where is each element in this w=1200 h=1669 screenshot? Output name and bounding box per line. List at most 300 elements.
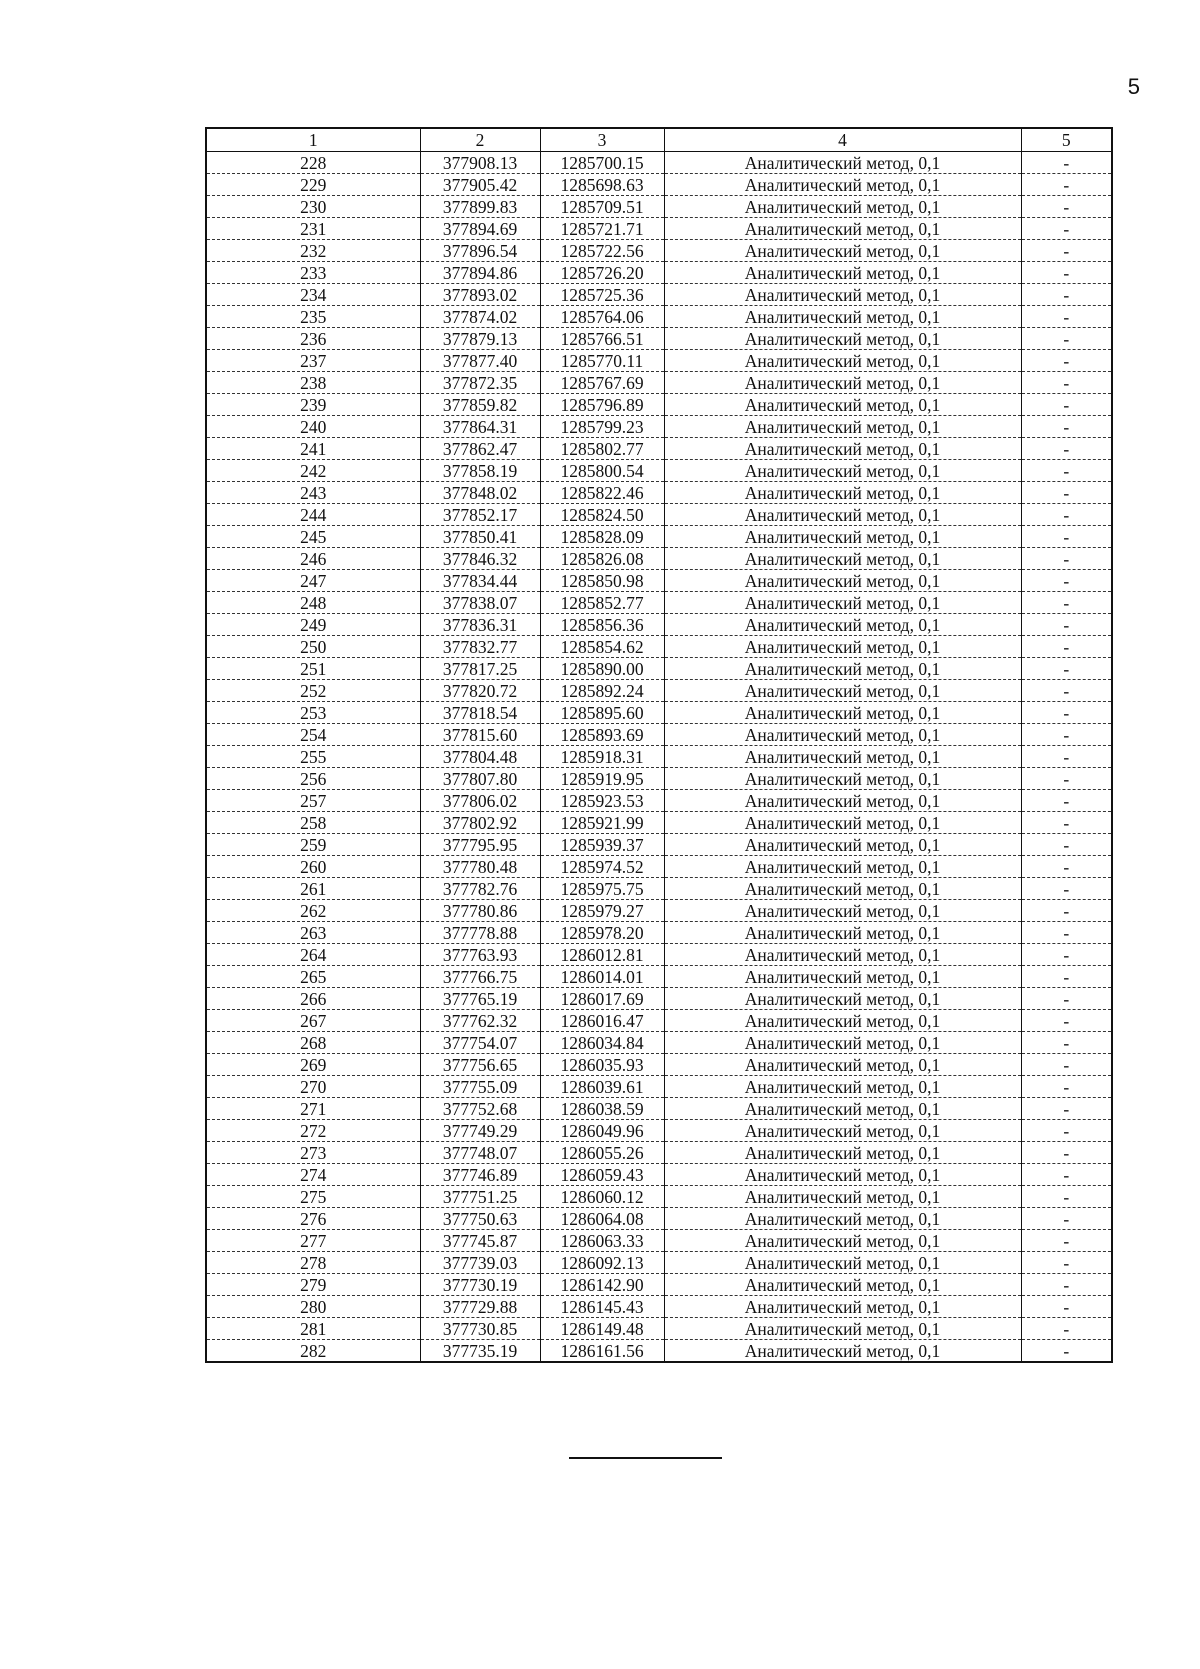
point-number-cell: 273: [206, 1142, 420, 1164]
note-cell: -: [1021, 944, 1112, 966]
method-cell: Аналитический метод, 0,1: [664, 702, 1021, 724]
x-coordinate-cell: 377804.48: [420, 746, 540, 768]
y-coordinate-cell: 1285822.46: [540, 482, 664, 504]
x-coordinate-cell: 377730.85: [420, 1318, 540, 1340]
table-row: [206, 196, 1112, 218]
table-row: [206, 1208, 1112, 1230]
x-coordinate-cell: 377778.88: [420, 922, 540, 944]
y-coordinate-cell: 1286017.69: [540, 988, 664, 1010]
method-cell: Аналитический метод, 0,1: [664, 1032, 1021, 1054]
method-cell: Аналитический метод, 0,1: [664, 372, 1021, 394]
table-row: [206, 768, 1112, 790]
method-cell: Аналитический метод, 0,1: [664, 328, 1021, 350]
point-number-cell: 258: [206, 812, 420, 834]
point-number-cell: 248: [206, 592, 420, 614]
point-number-cell: 256: [206, 768, 420, 790]
table-row: [206, 218, 1112, 240]
y-coordinate-cell: 1286149.48: [540, 1318, 664, 1340]
x-coordinate-cell: 377859.82: [420, 394, 540, 416]
point-number-cell: 280: [206, 1296, 420, 1318]
y-coordinate-cell: 1285854.62: [540, 636, 664, 658]
method-cell: Аналитический метод, 0,1: [664, 658, 1021, 680]
note-cell: -: [1021, 834, 1112, 856]
y-coordinate-cell: 1285974.52: [540, 856, 664, 878]
y-coordinate-cell: 1285726.20: [540, 262, 664, 284]
table-header-row: [206, 128, 1112, 152]
x-coordinate-cell: 377795.95: [420, 834, 540, 856]
x-coordinate-cell: 377846.32: [420, 548, 540, 570]
point-number-cell: 279: [206, 1274, 420, 1296]
note-cell: -: [1021, 152, 1112, 174]
x-coordinate-cell: 377872.35: [420, 372, 540, 394]
table-row: [206, 636, 1112, 658]
x-coordinate-cell: 377780.86: [420, 900, 540, 922]
table-row: [206, 548, 1112, 570]
table-row: [206, 350, 1112, 372]
note-cell: -: [1021, 1120, 1112, 1142]
point-number-cell: 240: [206, 416, 420, 438]
point-number-cell: 271: [206, 1098, 420, 1120]
x-coordinate-cell: 377862.47: [420, 438, 540, 460]
method-cell: Аналитический метод, 0,1: [664, 878, 1021, 900]
y-coordinate-cell: 1285721.71: [540, 218, 664, 240]
y-coordinate-cell: 1286039.61: [540, 1076, 664, 1098]
x-coordinate-cell: 377820.72: [420, 680, 540, 702]
point-number-cell: 247: [206, 570, 420, 592]
point-number-cell: 230: [206, 196, 420, 218]
note-cell: -: [1021, 262, 1112, 284]
note-cell: -: [1021, 1318, 1112, 1340]
x-coordinate-cell: 377838.07: [420, 592, 540, 614]
note-cell: -: [1021, 1164, 1112, 1186]
table-row: [206, 812, 1112, 834]
y-coordinate-cell: 1285725.36: [540, 284, 664, 306]
table-row: [206, 1274, 1112, 1296]
x-coordinate-cell: 377735.19: [420, 1340, 540, 1363]
note-cell: -: [1021, 372, 1112, 394]
table-row: [206, 152, 1112, 174]
table-row: [206, 900, 1112, 922]
table-row: [206, 1120, 1112, 1142]
method-cell: Аналитический метод, 0,1: [664, 614, 1021, 636]
method-cell: Аналитический метод, 0,1: [664, 1098, 1021, 1120]
method-cell: Аналитический метод, 0,1: [664, 1340, 1021, 1363]
point-number-cell: 245: [206, 526, 420, 548]
note-cell: -: [1021, 1186, 1112, 1208]
y-coordinate-cell: 1285796.89: [540, 394, 664, 416]
table-row: [206, 966, 1112, 988]
x-coordinate-cell: 377905.42: [420, 174, 540, 196]
table-row: [206, 306, 1112, 328]
note-cell: -: [1021, 856, 1112, 878]
note-cell: -: [1021, 1274, 1112, 1296]
y-coordinate-cell: 1286016.47: [540, 1010, 664, 1032]
point-number-cell: 282: [206, 1340, 420, 1363]
note-cell: -: [1021, 526, 1112, 548]
point-number-cell: 272: [206, 1120, 420, 1142]
point-number-cell: 236: [206, 328, 420, 350]
x-coordinate-cell: 377818.54: [420, 702, 540, 724]
point-number-cell: 232: [206, 240, 420, 262]
point-number-cell: 249: [206, 614, 420, 636]
table-row: [206, 724, 1112, 746]
header-x-coordinate: 2: [420, 128, 540, 152]
x-coordinate-cell: 377729.88: [420, 1296, 540, 1318]
method-cell: Аналитический метод, 0,1: [664, 768, 1021, 790]
table-row: [206, 922, 1112, 944]
y-coordinate-cell: 1285918.31: [540, 746, 664, 768]
y-coordinate-cell: 1286145.43: [540, 1296, 664, 1318]
method-cell: Аналитический метод, 0,1: [664, 856, 1021, 878]
table-row: [206, 1032, 1112, 1054]
y-coordinate-cell: 1285852.77: [540, 592, 664, 614]
y-coordinate-cell: 1285722.56: [540, 240, 664, 262]
y-coordinate-cell: 1285919.95: [540, 768, 664, 790]
point-number-cell: 276: [206, 1208, 420, 1230]
x-coordinate-cell: 377834.44: [420, 570, 540, 592]
y-coordinate-cell: 1286142.90: [540, 1274, 664, 1296]
method-cell: Аналитический метод, 0,1: [664, 966, 1021, 988]
x-coordinate-cell: 377852.17: [420, 504, 540, 526]
note-cell: -: [1021, 812, 1112, 834]
point-number-cell: 255: [206, 746, 420, 768]
table-row: [206, 1098, 1112, 1120]
y-coordinate-cell: 1285826.08: [540, 548, 664, 570]
table-row: [206, 1054, 1112, 1076]
note-cell: -: [1021, 460, 1112, 482]
y-coordinate-cell: 1285766.51: [540, 328, 664, 350]
table-row: [206, 460, 1112, 482]
x-coordinate-cell: 377755.09: [420, 1076, 540, 1098]
y-coordinate-cell: 1285850.98: [540, 570, 664, 592]
point-number-cell: 270: [206, 1076, 420, 1098]
point-number-cell: 254: [206, 724, 420, 746]
note-cell: -: [1021, 174, 1112, 196]
y-coordinate-cell: 1285709.51: [540, 196, 664, 218]
method-cell: Аналитический метод, 0,1: [664, 174, 1021, 196]
x-coordinate-cell: 377752.68: [420, 1098, 540, 1120]
note-cell: -: [1021, 1252, 1112, 1274]
y-coordinate-cell: 1286059.43: [540, 1164, 664, 1186]
method-cell: Аналитический метод, 0,1: [664, 834, 1021, 856]
method-cell: Аналитический метод, 0,1: [664, 570, 1021, 592]
x-coordinate-cell: 377745.87: [420, 1230, 540, 1252]
note-cell: -: [1021, 284, 1112, 306]
header-point-number: 1: [206, 128, 420, 152]
method-cell: Аналитический метод, 0,1: [664, 1120, 1021, 1142]
x-coordinate-cell: 377763.93: [420, 944, 540, 966]
table-row: [206, 1340, 1112, 1363]
table-row: [206, 944, 1112, 966]
point-number-cell: 237: [206, 350, 420, 372]
table-row: [206, 1230, 1112, 1252]
method-cell: Аналитический метод, 0,1: [664, 1208, 1021, 1230]
point-number-cell: 252: [206, 680, 420, 702]
method-cell: Аналитический метод, 0,1: [664, 416, 1021, 438]
x-coordinate-cell: 377899.83: [420, 196, 540, 218]
point-number-cell: 261: [206, 878, 420, 900]
method-cell: Аналитический метод, 0,1: [664, 1230, 1021, 1252]
x-coordinate-cell: 377894.69: [420, 218, 540, 240]
y-coordinate-cell: 1285800.54: [540, 460, 664, 482]
y-coordinate-cell: 1286035.93: [540, 1054, 664, 1076]
method-cell: Аналитический метод, 0,1: [664, 306, 1021, 328]
point-number-cell: 267: [206, 1010, 420, 1032]
table-row: [206, 834, 1112, 856]
x-coordinate-cell: 377780.48: [420, 856, 540, 878]
point-number-cell: 241: [206, 438, 420, 460]
x-coordinate-cell: 377749.29: [420, 1120, 540, 1142]
table-row: [206, 680, 1112, 702]
table-body: [206, 152, 1112, 1363]
x-coordinate-cell: 377782.76: [420, 878, 540, 900]
note-cell: -: [1021, 724, 1112, 746]
note-cell: -: [1021, 768, 1112, 790]
x-coordinate-cell: 377739.03: [420, 1252, 540, 1274]
method-cell: Аналитический метод, 0,1: [664, 1054, 1021, 1076]
x-coordinate-cell: 377850.41: [420, 526, 540, 548]
point-number-cell: 259: [206, 834, 420, 856]
method-cell: Аналитический метод, 0,1: [664, 636, 1021, 658]
y-coordinate-cell: 1285856.36: [540, 614, 664, 636]
method-cell: Аналитический метод, 0,1: [664, 1076, 1021, 1098]
table-row: [206, 262, 1112, 284]
note-cell: -: [1021, 1098, 1112, 1120]
y-coordinate-cell: 1285921.99: [540, 812, 664, 834]
method-cell: Аналитический метод, 0,1: [664, 504, 1021, 526]
point-number-cell: 257: [206, 790, 420, 812]
x-coordinate-cell: 377836.31: [420, 614, 540, 636]
table-row: [206, 482, 1112, 504]
method-cell: Аналитический метод, 0,1: [664, 1186, 1021, 1208]
note-cell: -: [1021, 196, 1112, 218]
x-coordinate-cell: 377817.25: [420, 658, 540, 680]
note-cell: -: [1021, 1296, 1112, 1318]
note-cell: -: [1021, 900, 1112, 922]
x-coordinate-cell: 377807.80: [420, 768, 540, 790]
y-coordinate-cell: 1285892.24: [540, 680, 664, 702]
y-coordinate-cell: 1286161.56: [540, 1340, 664, 1363]
table-row: [206, 1318, 1112, 1340]
note-cell: -: [1021, 218, 1112, 240]
page-number: 5: [1127, 74, 1140, 99]
method-cell: Аналитический метод, 0,1: [664, 284, 1021, 306]
method-cell: Аналитический метод, 0,1: [664, 196, 1021, 218]
note-cell: -: [1021, 1340, 1112, 1363]
table-row: [206, 614, 1112, 636]
table-row: [206, 1076, 1112, 1098]
table-row: [206, 372, 1112, 394]
table-row: [206, 856, 1112, 878]
table-row: [206, 790, 1112, 812]
table-row: [206, 1296, 1112, 1318]
x-coordinate-cell: 377756.65: [420, 1054, 540, 1076]
x-coordinate-cell: 377893.02: [420, 284, 540, 306]
x-coordinate-cell: 377748.07: [420, 1142, 540, 1164]
note-cell: -: [1021, 1010, 1112, 1032]
y-coordinate-cell: 1286049.96: [540, 1120, 664, 1142]
table-row: [206, 1186, 1112, 1208]
method-cell: Аналитический метод, 0,1: [664, 944, 1021, 966]
x-coordinate-cell: 377864.31: [420, 416, 540, 438]
method-cell: Аналитический метод, 0,1: [664, 460, 1021, 482]
table-row: [206, 570, 1112, 592]
x-coordinate-cell: 377858.19: [420, 460, 540, 482]
x-coordinate-cell: 377766.75: [420, 966, 540, 988]
note-cell: -: [1021, 658, 1112, 680]
point-number-cell: 253: [206, 702, 420, 724]
method-cell: Аналитический метод, 0,1: [664, 262, 1021, 284]
point-number-cell: 243: [206, 482, 420, 504]
x-coordinate-cell: 377894.86: [420, 262, 540, 284]
note-cell: -: [1021, 878, 1112, 900]
point-number-cell: 246: [206, 548, 420, 570]
point-number-cell: 235: [206, 306, 420, 328]
x-coordinate-cell: 377802.92: [420, 812, 540, 834]
method-cell: Аналитический метод, 0,1: [664, 680, 1021, 702]
end-of-table-rule: [569, 1457, 722, 1459]
method-cell: Аналитический метод, 0,1: [664, 548, 1021, 570]
table-row: [206, 240, 1112, 262]
x-coordinate-cell: 377815.60: [420, 724, 540, 746]
table-row: [206, 284, 1112, 306]
note-cell: -: [1021, 922, 1112, 944]
y-coordinate-cell: 1285893.69: [540, 724, 664, 746]
method-cell: Аналитический метод, 0,1: [664, 1142, 1021, 1164]
y-coordinate-cell: 1286092.13: [540, 1252, 664, 1274]
method-cell: Аналитический метод, 0,1: [664, 526, 1021, 548]
method-cell: Аналитический метод, 0,1: [664, 922, 1021, 944]
y-coordinate-cell: 1286060.12: [540, 1186, 664, 1208]
x-coordinate-cell: 377848.02: [420, 482, 540, 504]
method-cell: Аналитический метод, 0,1: [664, 438, 1021, 460]
note-cell: -: [1021, 306, 1112, 328]
table-row: [206, 658, 1112, 680]
table-row: [206, 1010, 1112, 1032]
header-y-coordinate: 3: [540, 128, 664, 152]
note-cell: -: [1021, 966, 1112, 988]
point-number-cell: 262: [206, 900, 420, 922]
x-coordinate-cell: 377750.63: [420, 1208, 540, 1230]
y-coordinate-cell: 1285890.00: [540, 658, 664, 680]
method-cell: Аналитический метод, 0,1: [664, 812, 1021, 834]
method-cell: Аналитический метод, 0,1: [664, 1252, 1021, 1274]
x-coordinate-cell: 377832.77: [420, 636, 540, 658]
y-coordinate-cell: 1286014.01: [540, 966, 664, 988]
note-cell: -: [1021, 350, 1112, 372]
method-cell: Аналитический метод, 0,1: [664, 350, 1021, 372]
note-cell: -: [1021, 548, 1112, 570]
point-number-cell: 250: [206, 636, 420, 658]
y-coordinate-cell: 1285698.63: [540, 174, 664, 196]
y-coordinate-cell: 1285923.53: [540, 790, 664, 812]
point-number-cell: 244: [206, 504, 420, 526]
point-number-cell: 228: [206, 152, 420, 174]
y-coordinate-cell: 1285939.37: [540, 834, 664, 856]
x-coordinate-cell: 377765.19: [420, 988, 540, 1010]
note-cell: -: [1021, 746, 1112, 768]
point-number-cell: 278: [206, 1252, 420, 1274]
method-cell: Аналитический метод, 0,1: [664, 900, 1021, 922]
note-cell: -: [1021, 240, 1112, 262]
note-cell: -: [1021, 570, 1112, 592]
point-number-cell: 242: [206, 460, 420, 482]
note-cell: -: [1021, 988, 1112, 1010]
y-coordinate-cell: 1286038.59: [540, 1098, 664, 1120]
table-row: [206, 504, 1112, 526]
y-coordinate-cell: 1285978.20: [540, 922, 664, 944]
y-coordinate-cell: 1286055.26: [540, 1142, 664, 1164]
note-cell: -: [1021, 1054, 1112, 1076]
y-coordinate-cell: 1285764.06: [540, 306, 664, 328]
point-number-cell: 266: [206, 988, 420, 1010]
note-cell: -: [1021, 438, 1112, 460]
y-coordinate-cell: 1285700.15: [540, 152, 664, 174]
x-coordinate-cell: 377879.13: [420, 328, 540, 350]
method-cell: Аналитический метод, 0,1: [664, 1318, 1021, 1340]
method-cell: Аналитический метод, 0,1: [664, 724, 1021, 746]
note-cell: -: [1021, 1208, 1112, 1230]
method-cell: Аналитический метод, 0,1: [664, 482, 1021, 504]
note-cell: -: [1021, 328, 1112, 350]
method-cell: Аналитический метод, 0,1: [664, 988, 1021, 1010]
point-number-cell: 269: [206, 1054, 420, 1076]
y-coordinate-cell: 1286012.81: [540, 944, 664, 966]
note-cell: -: [1021, 636, 1112, 658]
y-coordinate-cell: 1285770.11: [540, 350, 664, 372]
point-number-cell: 238: [206, 372, 420, 394]
note-cell: -: [1021, 416, 1112, 438]
point-number-cell: 277: [206, 1230, 420, 1252]
y-coordinate-cell: 1285767.69: [540, 372, 664, 394]
x-coordinate-cell: 377762.32: [420, 1010, 540, 1032]
point-number-cell: 263: [206, 922, 420, 944]
method-cell: Аналитический метод, 0,1: [664, 592, 1021, 614]
table-row: [206, 1142, 1112, 1164]
note-cell: -: [1021, 592, 1112, 614]
y-coordinate-cell: 1285975.75: [540, 878, 664, 900]
x-coordinate-cell: 377896.54: [420, 240, 540, 262]
method-cell: Аналитический метод, 0,1: [664, 1010, 1021, 1032]
note-cell: -: [1021, 394, 1112, 416]
table-row: [206, 1252, 1112, 1274]
point-number-cell: 231: [206, 218, 420, 240]
point-number-cell: 260: [206, 856, 420, 878]
point-number-cell: 274: [206, 1164, 420, 1186]
header-note: 5: [1021, 128, 1112, 152]
method-cell: Аналитический метод, 0,1: [664, 790, 1021, 812]
method-cell: Аналитический метод, 0,1: [664, 240, 1021, 262]
method-cell: Аналитический метод, 0,1: [664, 218, 1021, 240]
method-cell: Аналитический метод, 0,1: [664, 1296, 1021, 1318]
note-cell: -: [1021, 614, 1112, 636]
note-cell: -: [1021, 702, 1112, 724]
x-coordinate-cell: 377877.40: [420, 350, 540, 372]
x-coordinate-cell: 377908.13: [420, 152, 540, 174]
y-coordinate-cell: 1286063.33: [540, 1230, 664, 1252]
x-coordinate-cell: 377730.19: [420, 1274, 540, 1296]
method-cell: Аналитический метод, 0,1: [664, 1164, 1021, 1186]
table-row: [206, 174, 1112, 196]
point-number-cell: 264: [206, 944, 420, 966]
table-row: [206, 394, 1112, 416]
table-row: [206, 592, 1112, 614]
point-number-cell: 239: [206, 394, 420, 416]
method-cell: Аналитический метод, 0,1: [664, 152, 1021, 174]
y-coordinate-cell: 1285824.50: [540, 504, 664, 526]
point-number-cell: 281: [206, 1318, 420, 1340]
table-row: [206, 526, 1112, 548]
